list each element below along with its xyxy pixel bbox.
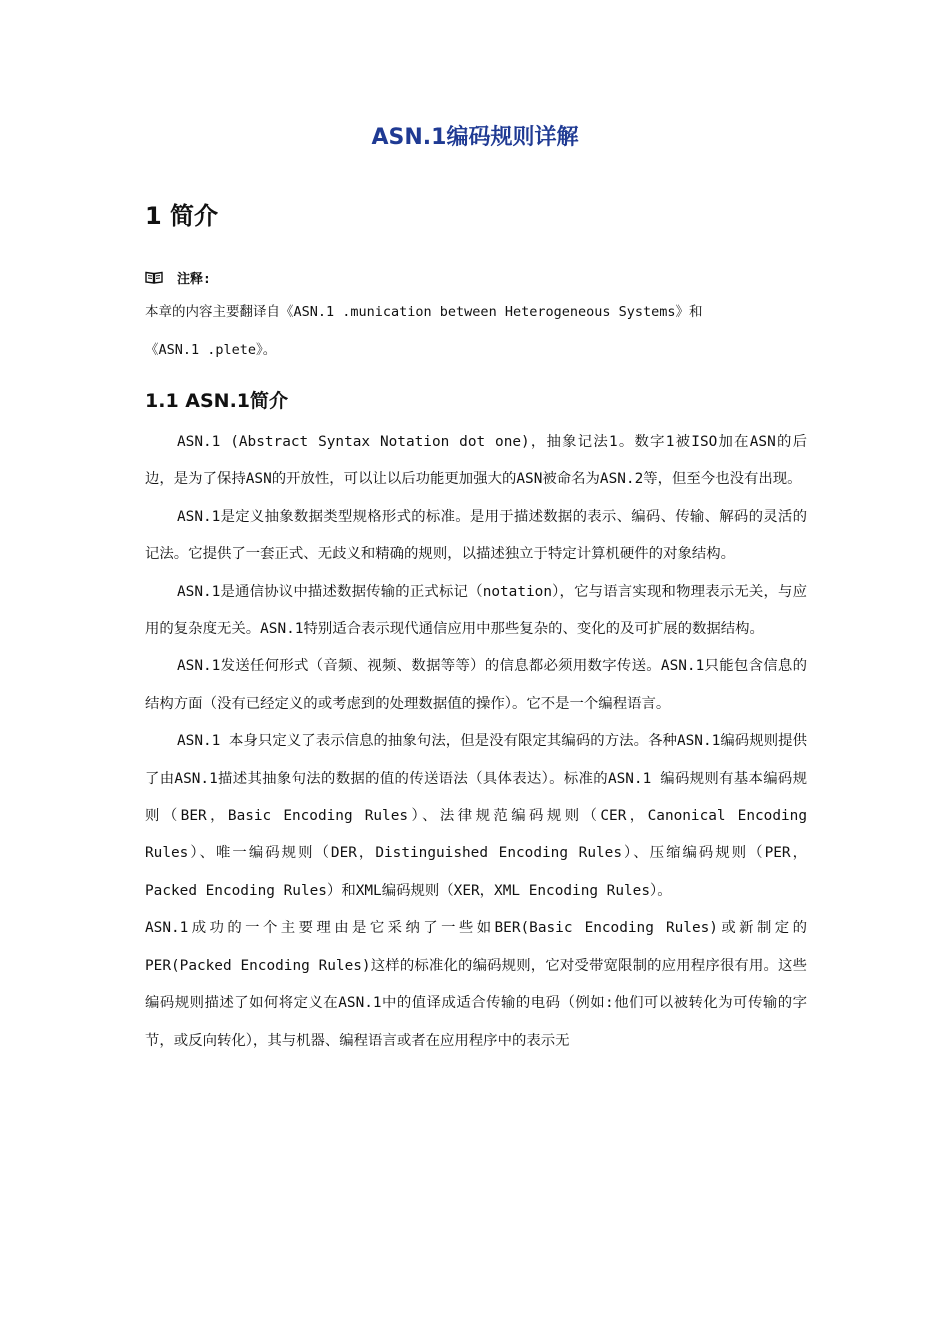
paragraph: ASN.1成功的一个主要理由是它采纳了一些如BER(Basic Encoding Rules)或新制定的PER(Packed Encoding Rules)这样的标准化的编码规则，它对受带宽限制的应用程序很有用。这些编码规则描述了如何将定义在ASN.1中的值译成适合传输的电码（例如:他们可以被转化为可传输的字节，或反向转化），其与机器、编程语言或者在应用程序中的表示无 <box>145 920 807 1049</box>
document-title: ASN.1编码规则详解 <box>371 125 579 150</box>
section-1-heading: 1 简介 <box>145 202 219 230</box>
note-label: 注释: <box>177 272 211 287</box>
paragraph: ASN.1 本身只定义了表示信息的抽象句法，但是没有限定其编码的方法。各种ASN.1编码规则提供了由ASN.1描述其抽象句法的数据的值的传送语法（具体表达）。标准的ASN.1 编码规则有基本编码规则（BER，Basic Encoding Rules）、法律规范编码规则（CER，Canonical Encoding Rules）、唯一编码规则（DER，Distinguished Encoding Rules）、压缩编码规则（PER，Packed Encoding Rules）和XML编码规则（XER，XML Encoding Rules）。 <box>145 733 807 899</box>
section-body <box>145 424 807 1060</box>
note-text-line-1: 本章的内容主要翻译自《ASN.1 .munication between Heterogeneous Systems》和 <box>145 304 703 320</box>
paragraph: ASN.1是定义抽象数据类型规格形式的标准。是用于描述数据的表示、编码、传输、解码的灵活的记法。它提供了一套正式、无歧义和精确的规则，以描述独立于特定计算机硬件的对象结构。 <box>145 508 807 563</box>
section-1-1-heading: 1.1 ASN.1简介 <box>145 390 289 412</box>
open-book-icon <box>145 271 163 284</box>
paragraph: ASN.1 (Abstract Syntax Notation dot one)，抽象记法1。数字1被ISO加在ASN的后边，是为了保持ASN的开放性，可以让以后功能更加强大的ASN被命名为ASN.2等，但至今也没有出现。 <box>145 434 807 488</box>
note-text-line-2: 《ASN.1 .plete》。 <box>145 342 277 358</box>
paragraph: ASN.1是通信协议中描述数据传输的正式标记（notation），它与语言实现和物理表示无关，与应用的复杂度无关。ASN.1特别适合表示现代通信应用中那些复杂的、变化的及可扩展的数据结构。 <box>145 583 807 638</box>
note-header <box>145 268 211 287</box>
paragraph: ASN.1发送任何形式（音频、视频、数据等等）的信息都必须用数字传送。ASN.1只能包含信息的结构方面（没有已经定义的或考虑到的处理数据值的操作）。它不是一个编程语言。 <box>145 658 807 712</box>
